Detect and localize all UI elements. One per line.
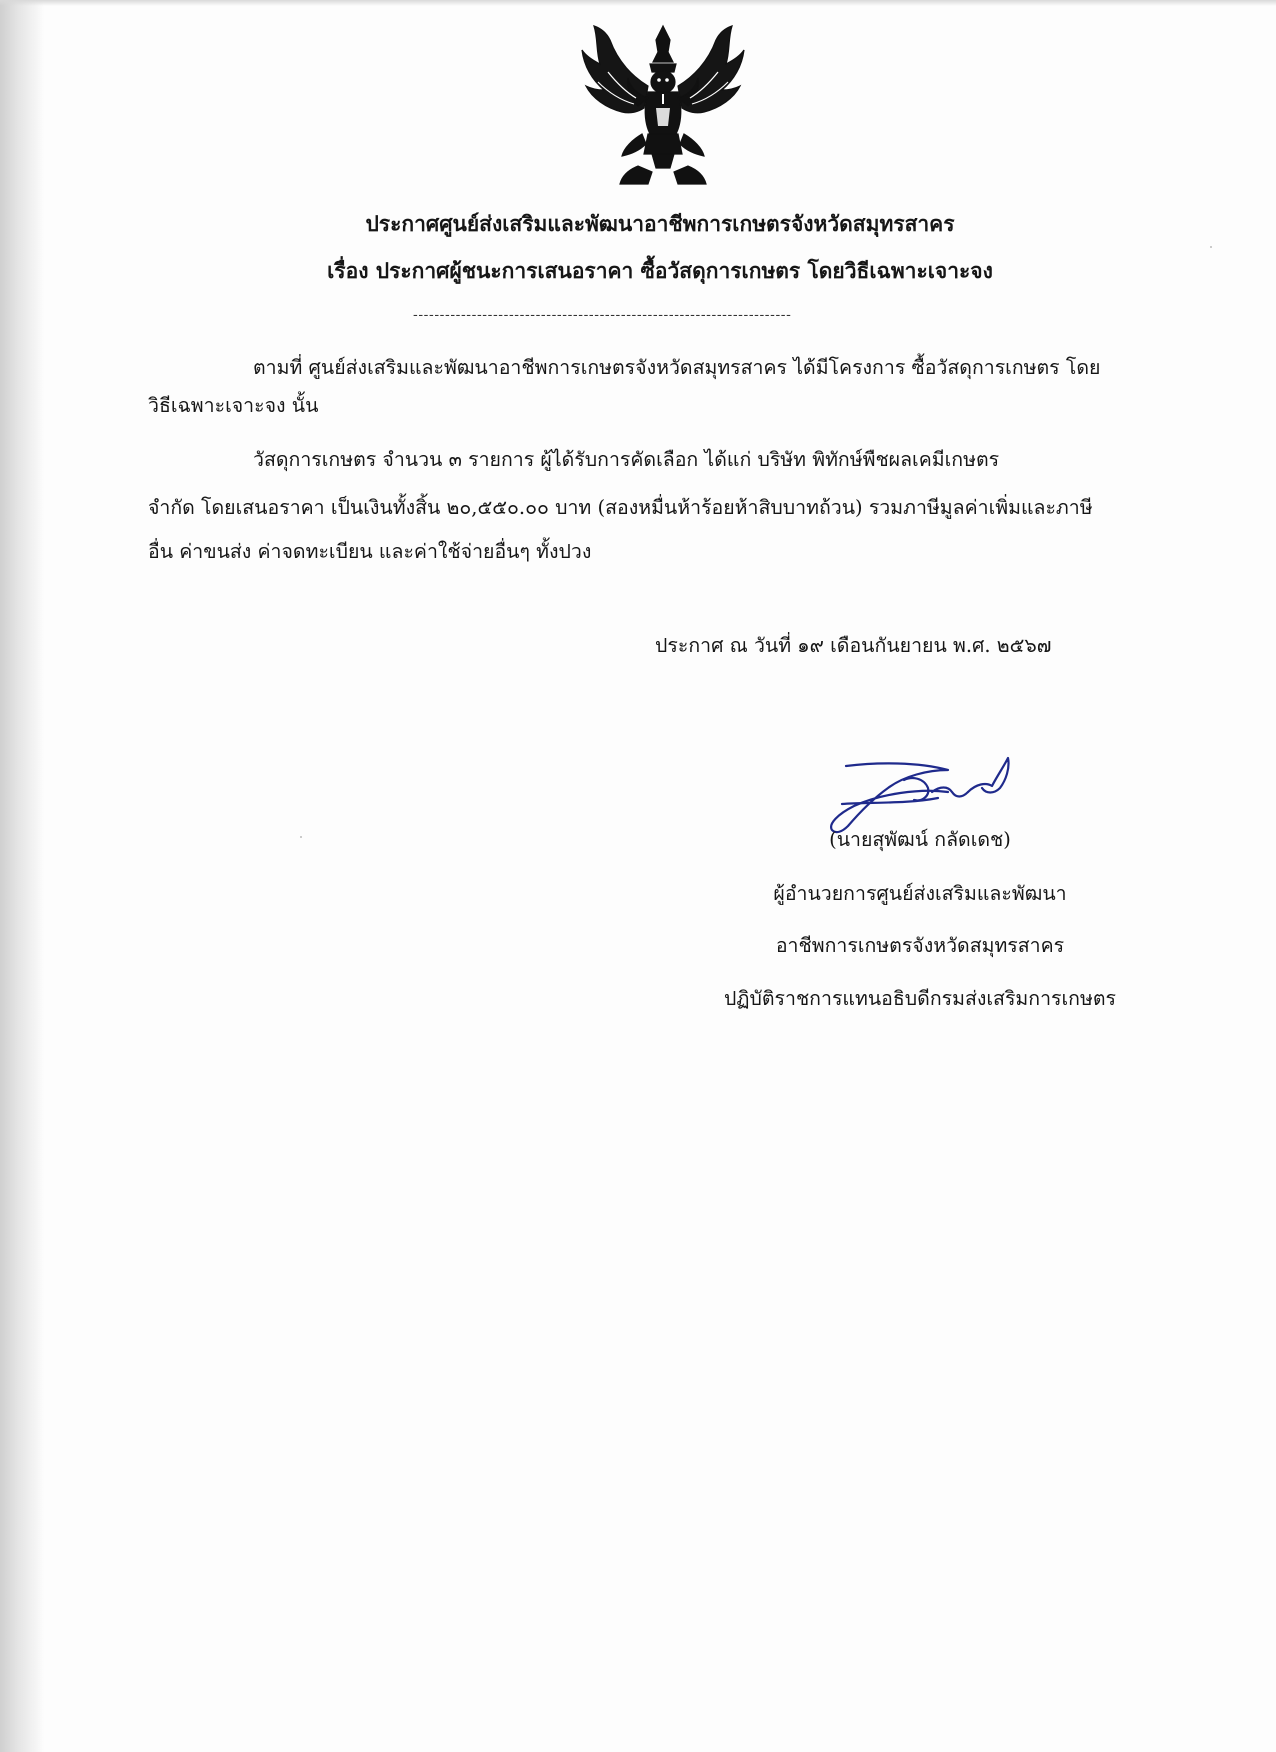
announcement-date: ประกาศ ณ วันที่ ๑๙ เดือนกันยายน พ.ศ. ๒๕๖๗ — [655, 634, 1052, 657]
paragraph1-line1: ตามที่ ศูนย์ส่งเสริมและพัฒนาอาชีพการเกษตรจังหวัดสมุทรสาคร ได้มีโครงการ ซื้อวัสดุการเกษตร โดย — [253, 356, 1101, 379]
signatory-title-line1: ผู้อำนวยการศูนย์ส่งเสริมและพัฒนา — [773, 882, 1067, 905]
announcement-heading-line1: ประกาศศูนย์ส่งเสริมและพัฒนาอาชีพการเกษตรจังหวัดสมุทรสาคร — [365, 211, 955, 236]
signatory-title-line3: ปฏิบัติราชการแทนอธิบดีกรมส่งเสริมการเกษตร — [724, 987, 1116, 1010]
scan-speck — [1210, 246, 1212, 248]
scan-speck — [300, 836, 302, 838]
scan-shadow-top — [0, 0, 1276, 6]
paragraph2-line2: จำกัด โดยเสนอราคา เป็นเงินทั้งสิ้น ๒๐,๕๕๐.๐๐ บาท (สองหมื่นห้าร้อยห้าสิบบาทถ้วน) รวมภาษีมูลค่าเพิ่มและภาษี — [148, 496, 1093, 519]
signatory-title-line2: อาชีพการเกษตรจังหวัดสมุทรสาคร — [775, 934, 1065, 957]
garuda-emblem-icon — [578, 22, 748, 190]
paragraph2-line1: วัสดุการเกษตร จำนวน ๓ รายการ ผู้ได้รับการคัดเลือก ได้แก่ บริษัท พิทักษ์พืชผลเคมีเกษตร — [253, 448, 1000, 471]
announcement-heading-line2: เรื่อง ประกาศผู้ชนะการเสนอราคา ซื้อวัสดุการเกษตร โดยวิธีเฉพาะเจาะจง — [327, 258, 993, 283]
paragraph1-line2: วิธีเฉพาะเจาะจง นั้น — [148, 394, 319, 417]
paragraph2-line3: อื่น ค่าขนส่ง ค่าจดทะเบียน และค่าใช้จ่ายอื่นๆ ทั้งปวง — [148, 540, 592, 563]
heading-divider: ----------------------------------------------------------------------- — [413, 307, 792, 323]
scan-shadow-edge — [0, 0, 44, 1752]
signatory-name: (นายสุพัฒน์ กลัดเดช) — [829, 828, 1011, 851]
